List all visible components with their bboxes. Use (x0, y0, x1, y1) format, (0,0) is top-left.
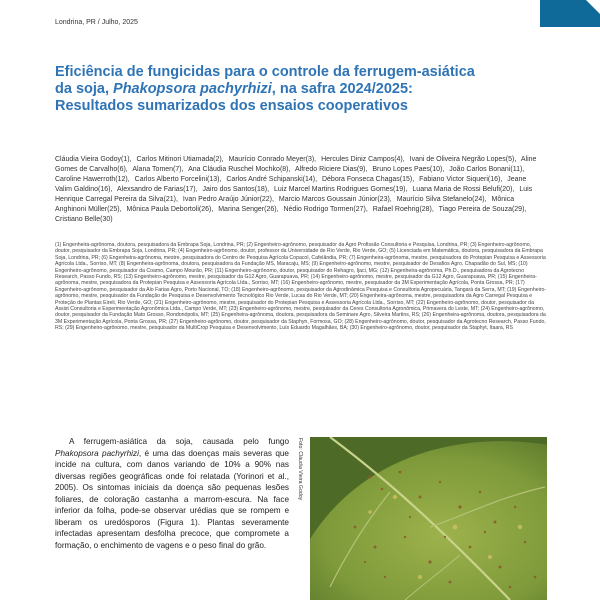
soybean-leaf-rust-image (310, 437, 547, 600)
author-name: Carlos Alberto Forcelini(13), (134, 176, 222, 183)
author-name: Jairo dos Santos(18), (202, 186, 270, 193)
photo-credit-text: Foto: Cláudia Vieira Godoy (297, 438, 303, 501)
location-date: Londrina, PR / Julho, 2025 (55, 19, 138, 26)
page-title (55, 64, 495, 115)
author-list (55, 155, 545, 225)
author-name: Jeane Valim Galdino(16), (55, 176, 527, 193)
author-name: Fabiano Victor Siqueri(16), (419, 176, 503, 183)
affiliations-footnote: (1) Engenheira-agrônoma, doutora, pesquisadora da Embrapa Soja, Londrina, PR; (2) Engenheiro-agrônomo, pesquisador da Agro Profissão Consultoria e Pesquisa, Londrina, PR; (3) Engenheiro-agrônomo, doutor, pesquisador da Embrapa Soja, Londrina, PR; (4) Engenheiro-agrônomo, doutor, professor da Universidade de Rio Verde, Rio Verde, GO; (5) Licenciada em Matemática, doutora, pesquisadora da Embrapa Soja, Londrina, PR; (6) Engenheira-agrônoma, mestre, pesquisadora do Centro de Pesquisa Agrícola Copacol, Cafelândia, PR; (7) Engenheira-agrônoma, mestre, pesquisadora do Protepian Pesquisa e Assessoria Agrícola Ltda., Sorriso, MT; (8) Engenheira-agrônoma, doutora, pesquisadora da Fundação MS, Maracaju, MS; (9) Engenheiro-agrônomo, mestre, pesquisador de Desafios Agro, Chapadão do Sul, MS; (10) Engenheiro-agrônomo, pesquisador da Coamo, Campo Mourão, PR; (11) Engenheiro-agrônomo, doutor, pesquisador do Rehagro, Ijaci, MG; (12) Engenheira-agrônoma, Ph.D., pesquisadora da Agrotecno Research, Passo Fundo, RS; (13) Engenheiro-agrônomo, mestre, pesquisador da G12 Agro, Guarapuava, PR; (14) Engenheiro-agrônomo, mestre, pesquisador da G12 Agro, Guarapuava, PR; (15) Engenheira-agrônoma, mestre, pesquisadora da Protepian Pesquisa e Assessoria Agrícola Ltda., Sorriso, MT; (16) Engenheiro-agrônomo, mestre, pesquisador da 3M Experimentação Agrícola, Ponta Grossa, PR; (17) Engenheiro-agrônomo, pesquisador da Alo Farias Agro, Porto Nacional, TO; (18) Engenheiro-agrônomo, pesquisador da Agrodinâmica Pesquisa e Consultoria Agropecuária, Tangará da Serra, MT; (19) Engenheiro-agrônomo, mestre, pesquisador da Fundação de Pesquisa e Desenvolvimento Tecnológico Rio Verde, Lucas do Rio Verde, MT; (20) Engenheira-agrônoma, mestre, pesquisadora da Agro Carregal Pesquisa e Proteção de Plantas Eireli, Rio Verde, GO; (21) Engenheiro-agrônomo, mestre, pesquisador do Protepian Pesquisa e Assessoria Agrícola Ltda., Sorriso, MT; (22) Engenheiro-agrônomo, doutor, pesquisador da Assist Consultoria e Experimentação Agronômica Ltda., Campo Verde, MT; (23) Engenheiro-agrônomo, mestre, pesquisador da Ceres Consultoria Agronômica, Primavera do Leste, MT; (24) Engenheiro-agrônomo, doutor, pesquisador da Fundação Mato Grosso, Rondonópolis, MT; (25) Engenheira-agrônoma, doutora, pesquisadora da Seminare Agro, Silveira Martins, RS; (26) Engenheira-agrônoma, doutora, pesquisadora da 3M Experimentação Agrícola, Ponta Grossa, PR; (27) Engenheiro-agrônomo, doutor, pesquisador da Staphyn, Formosa, GO; (28) Engenheiro-agrônomo, doutor, pesquisador da Agrotecno Research, Passo Fundo, RS; (29) Engenheiro-agrônomo, mestre, pesquisador da MultiCrop Pesquisa e Desenvolvimento, Luís Eduardo Magalhães, BA; (30) Engenheiro-agrônomo, doutor, pesquisador da Staphyt, Itaara, RS (55, 242, 547, 332)
intro-lead2: , é uma das doenças mais severas que incide na cultura, com danos variando de 10% a 90% nas diversas regiões geográficas onde foi relatada (Yorinori et al., 2005). Os sintomas iniciais da doença são pequenas lesões foliares, de coloração castanha a marrom-escura. Na face inferior da folha, pode-se observar urédias que se rompem e liberam os uredósporos (Figura 1). Plantas severamente infectadas apresentam desfolha precoce, que compromete a formação, o enchimento de vagens e o peso final do grão. (55, 448, 289, 550)
author-name: Rafael Roehrig(28), (372, 206, 434, 213)
title-part2: , na safra 2024/2025: Resultados sumarizados dos ensaios cooperativos (55, 81, 413, 114)
corner-fold-mark (586, 0, 600, 14)
author-name: Luana Maria de Rossi Belufi(20), (412, 186, 515, 193)
author-name: Ivan Pedro Araújo Júnior(22), (182, 196, 274, 203)
author-name: Cristiano Belle(30) (55, 216, 113, 223)
author-name: Bruno Lopes Paes(10), (372, 166, 445, 173)
author-name: Aline Gomes de Carvalho(6), (55, 156, 537, 173)
author-name: Mônica Paula Debortoli(26), (126, 206, 214, 213)
author-name: Mônica Anghinoni Müller(25), (55, 196, 515, 213)
author-name: Marcio Marcos Goussain Júnior(23), (278, 196, 392, 203)
intro-species: Phakopsora pachyrhizi (55, 448, 139, 458)
title-species: Phakopsora pachyrhizi (113, 81, 272, 97)
author-name: Nédio Rodrigo Tormen(27), (283, 206, 368, 213)
author-name: Maurício Conrado Meyer(3), (228, 156, 317, 163)
intro-lead1: A ferrugem-asiática da soja, causada pelo fungo (69, 437, 289, 446)
author-name: Alfredo Riciere Dias(9), (295, 166, 368, 173)
author-name: Ana Cláudia Ruschel Mochko(8), (188, 166, 291, 173)
title-part1: Eficiência de fungicidas para o controle da ferrugem-asiática da soja, (55, 64, 475, 97)
author-name: Carlos André Schipanski(14), (226, 176, 318, 183)
author-name: Alexsandro de Farias(17), (117, 186, 198, 193)
author-name: Alana Tomen(7), (132, 166, 184, 173)
author-name: Marina Senger(26), (218, 206, 279, 213)
author-name: Débora Fonseca Chagas(15), (321, 176, 415, 183)
author-name: Hercules Diniz Campos(4), (321, 156, 405, 163)
author-name: Carlos Mitinori Utiamada(2), (136, 156, 224, 163)
author-name: Cláudia Vieira Godoy(1), (55, 156, 132, 163)
leaf-photo (310, 437, 547, 600)
author-name: Maurício Silva Stefanelo(24), (396, 196, 487, 203)
photo-credit (295, 438, 305, 518)
body-column (55, 436, 289, 600)
author-name: Caroline Hawerroth(12), (55, 176, 130, 183)
author-name: Luiz Marcel Martins Rodrigues Gomes(19), (274, 186, 408, 193)
author-name: João Carlos Bonani(11), (449, 166, 525, 173)
author-name: Ivani de Oliveira Negrão Lopes(5), (409, 156, 517, 163)
author-name: Luis Henrique Carregal Pereira da Silva(21), (55, 186, 533, 203)
intro-paragraph (55, 436, 289, 551)
author-name: Tiago Pereira de Souza(29), (438, 206, 527, 213)
